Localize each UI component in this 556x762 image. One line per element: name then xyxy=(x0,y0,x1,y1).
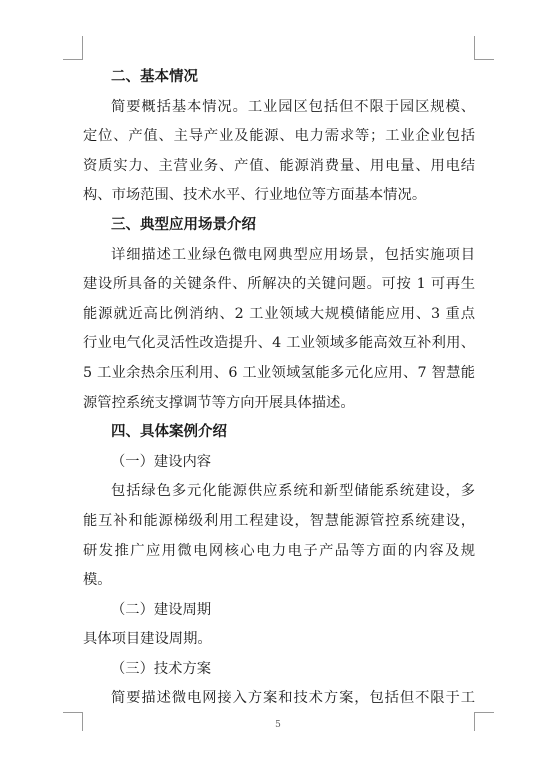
paragraph-line: 简要描述微电网接入方案和技术方案，包括但不限于工 xyxy=(111,690,475,707)
paragraph-line: 定位、产值、主导产业及能源、电力需求等；工业企业包括 xyxy=(83,128,475,145)
paragraph-line: 包括绿色多元化能源供应系统和新型储能系统建设，多 xyxy=(111,483,475,500)
subsection-heading: （三）技术方案 xyxy=(111,660,212,677)
paragraph-line: 详细描述工业绿色微电网典型应用场景，包括实施项目 xyxy=(111,246,475,263)
paragraph-line: 模。 xyxy=(83,572,112,589)
paragraph-line: 行业电气化灵活性改造提升、4 工业领域多能高效互补利用、 xyxy=(83,335,475,352)
paragraph-line: 能源就近高比例消纳、2 工业领域大规模储能应用、3 重点 xyxy=(83,305,475,322)
paragraph-line: 具体项目建设周期。 xyxy=(83,631,212,648)
paragraph-line: 简要概括基本情况。工业园区包括但不限于园区规模、 xyxy=(111,98,475,115)
section-heading: 四、具体案例介绍 xyxy=(111,424,227,441)
paragraph-line: 源管控系统支撑调节等方向开展具体描述。 xyxy=(83,394,355,411)
paragraph-line: 能互补和能源梯级利用工程建设，智慧能源管控系统建设， xyxy=(83,512,475,529)
paragraph-line: 5 工业余热余压利用、6 工业领域氢能多元化应用、7 智慧能 xyxy=(83,364,475,381)
section-heading: 三、典型应用场景介绍 xyxy=(111,216,256,233)
page-number: 5 xyxy=(275,720,281,730)
document-body xyxy=(83,63,475,714)
paragraph-line: 建设所具备的关键条件、所解决的关键问题。可按 1 可再生 xyxy=(83,276,475,293)
section-heading: 二、基本情况 xyxy=(111,69,198,85)
crop-mark-top-left xyxy=(63,36,83,60)
paragraph-line: 构、市场范围、技术水平、行业地位等方面基本情况。 xyxy=(83,187,427,204)
subsection-heading: （二）建设周期 xyxy=(111,601,212,618)
crop-mark-top-right xyxy=(474,36,494,60)
paragraph-line: 资质实力、主营业务、产值、能源消费量、用电量、用电结 xyxy=(83,157,475,174)
paragraph-line: 研发推广应用微电网核心电力电子产品等方面的内容及规 xyxy=(83,542,475,559)
subsection-heading: （一）建设内容 xyxy=(111,453,212,470)
